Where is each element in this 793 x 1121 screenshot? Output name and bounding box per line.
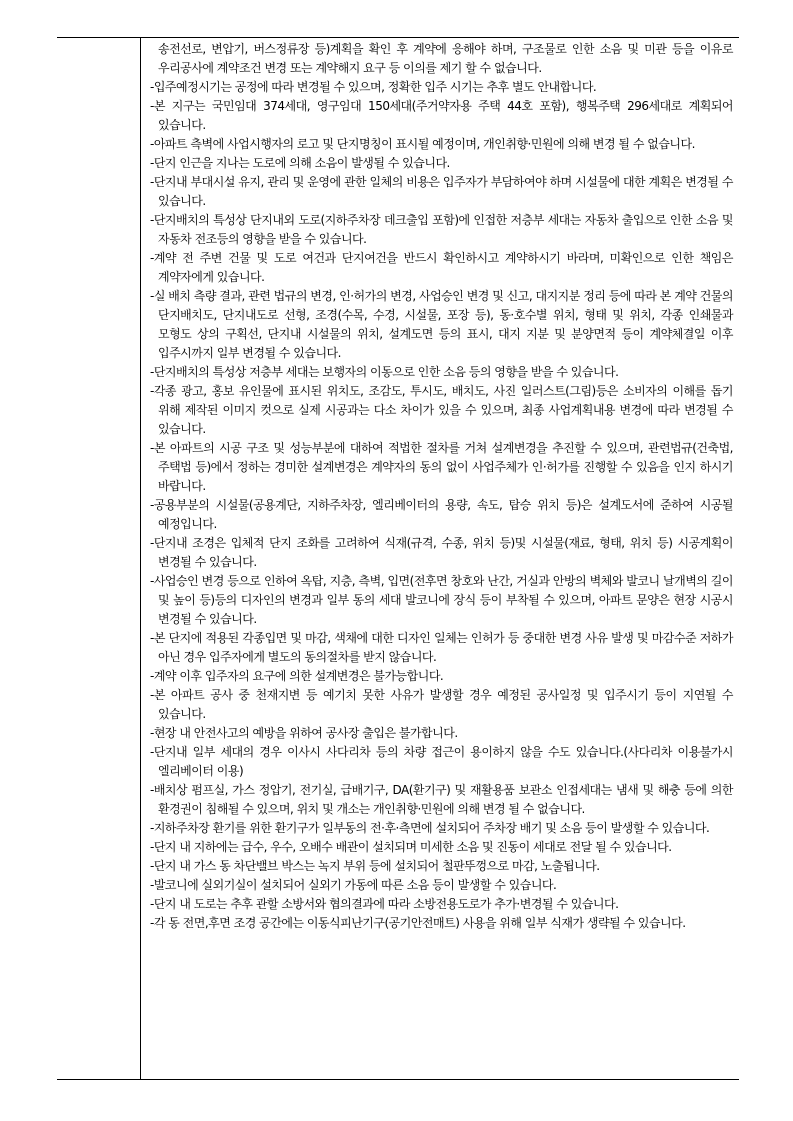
notice-item: -단지내 일부 세대의 경우 이사시 사다리차 등의 차량 접근이 용이하지 않을 수도 있습니다.(사다리차 이용불가시 엘리베이터 이용)	[150, 745, 733, 778]
notice-item: -단지 내 지하에는 급수, 우수, 오배수 배관이 설치되며 미세한 소음 및 진동이 세대로 전달 될 수 있습니다.	[150, 840, 672, 854]
notice-item: -공용부분의 시설물(공용계단, 지하주차장, 엘리베이터의 용량, 속도, 탑승 위치 등)은 설계도서에 준하여 시공될 예정입니다.	[150, 498, 733, 531]
notice-item: -각 동 전면,후면 조경 공간에는 이동식피난기구(공기안전매트) 사용을 위해 일부 식재가 생략될 수 있습니다.	[150, 916, 686, 930]
notice-item: -실 배치 측량 결과, 관련 법규의 변경, 인·허가의 변경, 사업승인 변경 및 신고, 대지지분 정리 등에 따라 본 계약 건물의 단지배치도, 단지내도로 선형, 조경(수목, 수경, 시설물, 포장 등), 동·호수별 위치, 형태 및 위치, 각종 인쇄물과 모형도 상의 구획선, 단지내 시설물의 위치, 설계도면 등의 표시, 대지 지분 및 분양면적 등이 계약체결일 이후 입주시까지 일부 변경될 수 있습니다.	[150, 289, 733, 360]
notice-item: -단지배치의 특성상 단지내외 도로(지하주차장 데크출입 포함)에 인접한 저층부 세대는 자동차 출입으로 인한 소음 및 자동차 전조등의 영향을 받을 수 있습니다.	[150, 213, 733, 246]
notice-content	[150, 40, 733, 933]
notice-table	[57, 37, 739, 1080]
table-top-rule	[57, 37, 739, 38]
notice-item: -단지 인근을 지나는 도로에 의해 소음이 발생될 수 있습니다.	[150, 156, 450, 170]
notice-item: -각종 광고, 홍보 유인물에 표시된 위치도, 조감도, 투시도, 배치도, 사진 일러스트(그림)등은 소비자의 이해를 돕기 위해 제작된 이미지 컷으로 실제 시공과는 다소 차이가 있을 수 있으며, 최종 사업계획내용 변경에 따라 변경될 수 있습니다.	[150, 384, 733, 436]
notice-item: -지하주차장 환기를 위한 환기구가 일부동의 전·후·측면에 설치되어 주차장 배기 및 소음 등이 발생할 수 있습니다.	[150, 821, 710, 835]
notice-item: -단지 내 가스 동 차단밸브 박스는 녹지 부위 등에 설치되어 철판뚜껑으로 마감, 노출됩니다.	[150, 859, 600, 873]
notice-item: -사업승인 변경 등으로 인하여 옥탑, 지층, 측벽, 입면(전후면 창호와 난간, 거실과 안방의 벽체와 발코니 날개벽의 길이 및 높이 등)등의 디자인의 변경과 일부 동의 세대 발코니에 장식 등이 부착될 수 있으며, 아파트 문양은 현장 시공시 변경될 수 있습니다.	[150, 574, 733, 626]
notice-item: -발코니에 실외기실이 설치되어 실외기 가동에 따른 소음 등이 발생할 수 있습니다.	[150, 878, 557, 892]
notice-item: -계약 전 주변 건물 및 도로 여건과 단지여건을 반드시 확인하시고 계약하시기 바라며, 미확인으로 인한 책임은 계약자에게 있습니다.	[150, 251, 733, 284]
category-cell	[57, 37, 140, 1080]
notice-item: -본 아파트 공사 중 천재지변 등 예기치 못한 사유가 발생할 경우 예정된 공사일정 및 입주시기 등이 지연될 수 있습니다.	[150, 688, 733, 721]
notice-item: -단지 내 도로는 추후 관할 소방서와 협의결과에 따라 소방전용도로가 추가·변경될 수 있습니다.	[150, 897, 619, 911]
notice-item: -현장 내 안전사고의 예방을 위하여 공사장 출입은 불가합니다.	[150, 726, 458, 740]
notice-item: -단지배치의 특성상 저층부 세대는 보행자의 이동으로 인한 소음 등의 영향을 받을 수 있습니다.	[150, 365, 619, 379]
notice-item: -본 단지에 적용된 각종입면 및 마감, 색채에 대한 디자인 일체는 인허가 등 중대한 변경 사유 발생 및 마감수준 저하가 아닌 경우 입주자에게 별도의 동의절차를 받지 않습니다.	[150, 631, 733, 664]
notice-item: -배치상 펌프실, 가스 정압기, 전기실, 급배기구, DA(환기구) 및 재활용품 보관소 인접세대는 냄새 및 해충 등에 의한 환경권이 침해될 수 있으며, 위치 및 개소는 개인취향·민원에 의해 변경 될 수 없습니다.	[150, 783, 733, 816]
notice-item: -계약 이후 입주자의 요구에 의한 설계변경은 불가능합니다.	[150, 669, 444, 683]
notice-item: -단지내 조경은 입체적 단지 조화를 고려하여 식재(규격, 수종, 위치 등)및 시설물(재료, 형태, 위치 등) 시공계획이 변경될 수 있습니다.	[150, 536, 733, 569]
notice-item: -본 지구는 국민임대 374세대, 영구임대 150세대(주거약자용 주택 44호 포함), 행복주택 296세대로 계획되어 있습니다.	[150, 99, 733, 132]
notice-item: -아파트 측벽에 사업시행자의 로고 및 단지명칭이 표시될 예정이며, 개인취향·민원에 의해 변경 될 수 없습니다.	[150, 137, 695, 151]
notice-item: -입주예정시기는 공정에 따라 변경될 수 있으며, 정확한 입주 시기는 추후 별도 안내합니다.	[150, 80, 597, 94]
notice-item: -본 아파트의 시공 구조 및 성능부분에 대하여 적법한 절차를 거쳐 설계변경을 추진할 수 있으며, 관련법규(건축법, 주택법 등)에서 정하는 경미한 설계변경은 계약자의 동의 없이 사업주체가 인·허가를 진행할 수 있음을 인지 하시기 바랍니다.	[150, 441, 733, 493]
notice-item: -단지내 부대시설 유지, 관리 및 운영에 관한 일체의 비용은 입주자가 부담하여야 하며 시설물에 대한 계획은 변경될 수 있습니다.	[150, 175, 733, 208]
table-bottom-rule	[57, 1079, 739, 1080]
lead-paragraph: 송전선로, 변압기, 버스정류장 등)계획을 확인 후 계약에 응해야 하며, 구조물로 인한 소음 및 미관 등을 이유로 우리공사에 계약조건 변경 또는 계약해지 요구 등 이의를 제기 할 수 없습니다.	[158, 42, 733, 75]
column-divider	[140, 37, 141, 1080]
